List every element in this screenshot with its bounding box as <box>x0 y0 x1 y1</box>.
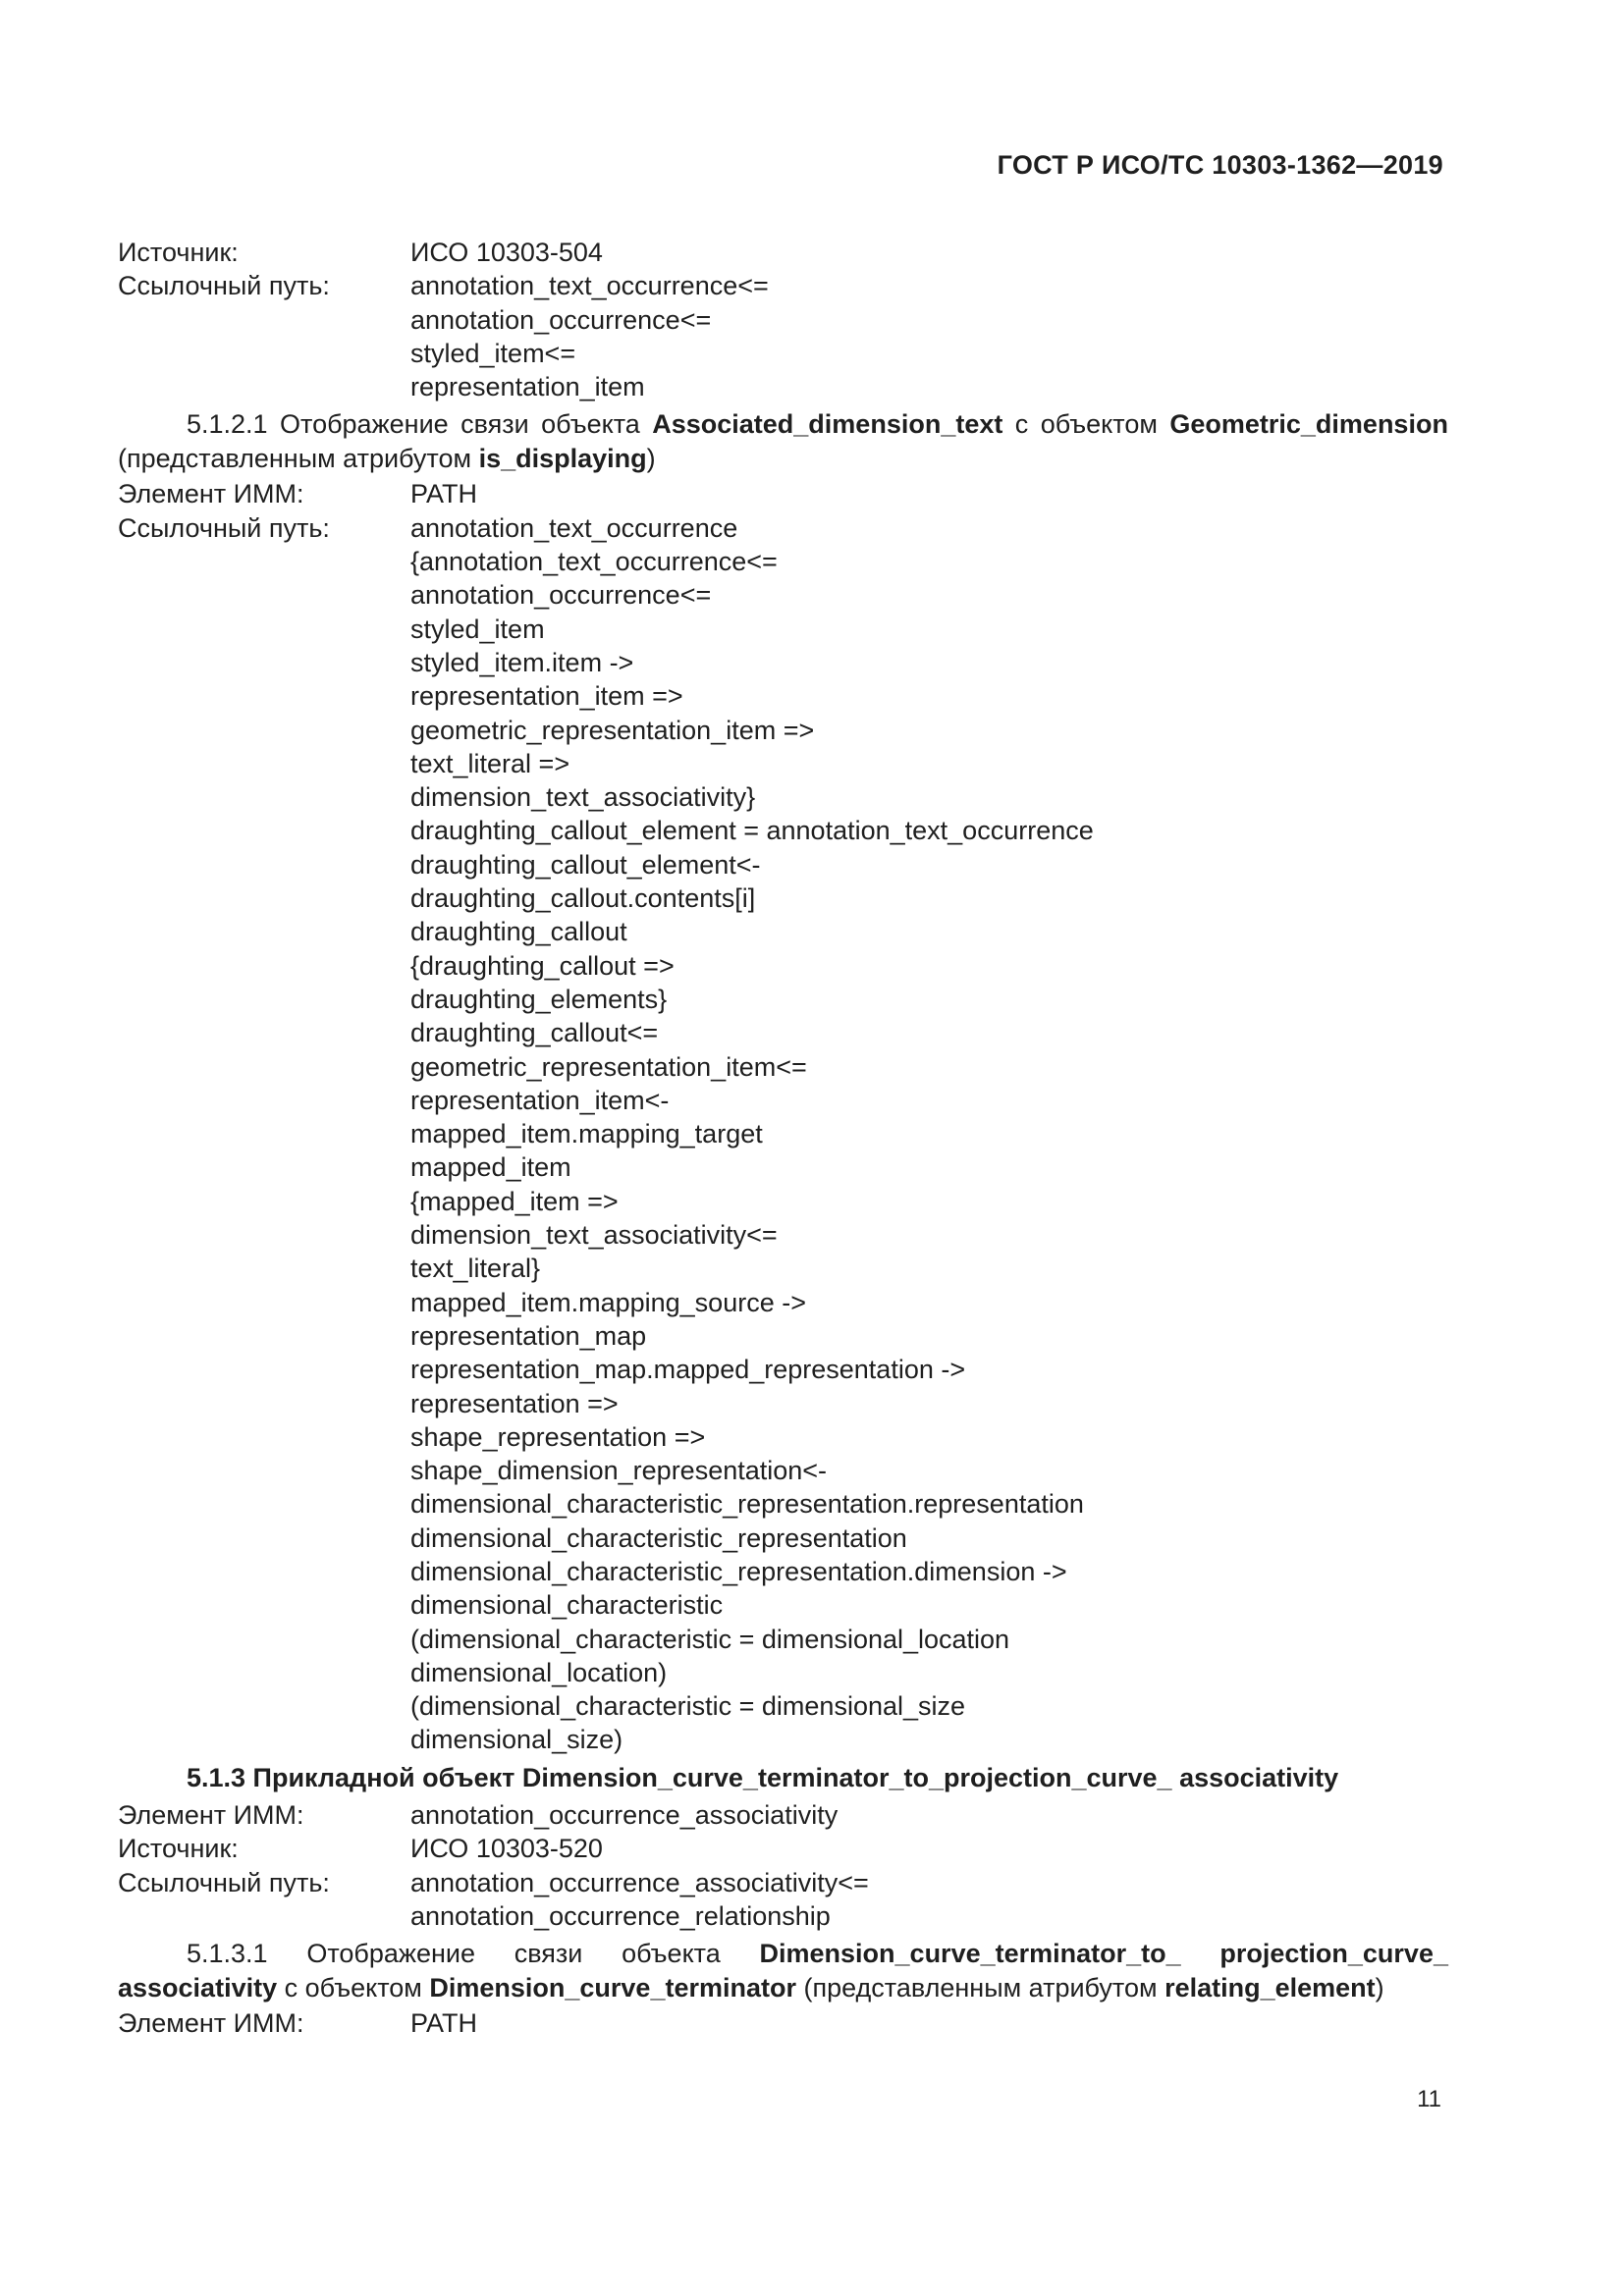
reference-path-line: {annotation_text_occurrence<= <box>410 547 778 577</box>
reference-path-line: geometric_representation_item => <box>410 715 815 745</box>
paragraph-5-1-2-1 <box>118 407 1448 475</box>
reference-path-line: styled_item.item -> <box>410 647 634 677</box>
object-name: Geometric_dimension <box>1169 409 1448 440</box>
source-row <box>118 236 1448 269</box>
page-number: 11 <box>1417 2086 1441 2112</box>
element-value: annotation_occurrence_associativity <box>410 1800 839 1831</box>
reference-path-line: annotation_text_occurrence<= <box>410 271 769 301</box>
paragraph-text: Отображение связи объекта <box>280 409 640 440</box>
reference-path-line: annotation_text_occurrence <box>410 512 738 543</box>
reference-path-row <box>118 269 1448 403</box>
standard-code-header: ГОСТ Р ИСО/ТС 10303-1362—2019 <box>997 150 1443 180</box>
reference-path-line: mapped_item.mapping_target <box>410 1119 763 1149</box>
reference-path-line: mapped_item <box>410 1152 571 1183</box>
object-name: Dimension_curve_terminator_to_ projection_curve_ associativity <box>118 1939 1448 2002</box>
reference-path-line: draughting_callout.contents[i] <box>410 883 756 914</box>
element-row <box>118 2006 1448 2040</box>
paragraph-text: с объектом <box>284 1972 422 2002</box>
paragraph-text: (представленным атрибутом <box>118 443 472 473</box>
page-content <box>118 236 1448 2041</box>
reference-path-line: (dimensional_characteristic = dimensional_size <box>410 1691 966 1722</box>
reference-path-line: representation_map.mapped_representation -> <box>410 1355 966 1385</box>
reference-path-line: shape_representation => <box>410 1421 706 1452</box>
reference-path-line: annotation_occurrence<= <box>410 304 712 335</box>
reference-path-line: representation_item<- <box>410 1085 670 1115</box>
reference-path-label: Ссылочный путь: <box>118 512 330 543</box>
element-value: PATH <box>410 2008 478 2039</box>
source-value: ИСО 10303-504 <box>410 238 603 267</box>
paragraph-text: (представленным атрибутом <box>803 1972 1158 2002</box>
reference-path-line: draughting_callout_element = annotation_text_occurrence <box>410 816 1094 846</box>
reference-path-line: annotation_occurrence_relationship <box>410 1900 831 1931</box>
element-label: Элемент ИММ: <box>118 479 304 509</box>
reference-path-line: representation_item <box>410 372 645 402</box>
paragraph-text: с объектом <box>1014 409 1158 440</box>
source-label: Источник: <box>118 1834 239 1864</box>
object-name: Dimension_curve_terminator <box>429 1972 796 2002</box>
reference-path-line: text_literal} <box>410 1254 541 1284</box>
reference-path-line: annotation_occurrence<= <box>410 580 712 611</box>
paragraph-5-1-3-1 <box>118 1937 1448 2004</box>
reference-path-line: styled_item<= <box>410 338 576 368</box>
reference-path-line: dimension_text_associativity} <box>410 782 756 813</box>
reference-path-line: representation_item => <box>410 681 683 712</box>
reference-path-line: draughting_callout_element<- <box>410 849 761 880</box>
reference-path-line: draughting_callout <box>410 917 627 947</box>
reference-path-lines <box>410 1866 1448 1934</box>
reference-path-line: mapped_item.mapping_source -> <box>410 1287 806 1317</box>
element-label: Элемент ИММ: <box>118 2008 304 2039</box>
reference-path-line: dimensional_characteristic_representation.dimension -> <box>410 1556 1067 1586</box>
source-label: Источник: <box>118 238 239 267</box>
source-row <box>118 1832 1448 1865</box>
reference-path-line: dimensional_location) <box>410 1657 668 1687</box>
reference-path-lines <box>410 269 1448 403</box>
reference-path-line: dimensional_size) <box>410 1725 623 1755</box>
reference-path-line: representation_map <box>410 1320 647 1351</box>
reference-path-row <box>118 511 1448 1757</box>
reference-path-label: Ссылочный путь: <box>118 271 330 301</box>
element-label: Элемент ИММ: <box>118 1800 304 1831</box>
source-value: ИСО 10303-520 <box>410 1834 603 1864</box>
reference-path-line: (dimensional_characteristic = dimensional_location <box>410 1624 1010 1654</box>
reference-path-row <box>118 1866 1448 1934</box>
reference-path-line: draughting_callout<= <box>410 1018 659 1048</box>
reference-path-line: dimension_text_associativity<= <box>410 1220 778 1251</box>
paragraph-number: 5.1.2.1 <box>187 409 268 440</box>
paragraph-text: ) <box>646 443 656 473</box>
reference-path-line: text_literal => <box>410 748 570 778</box>
reference-path-line: dimensional_characteristic <box>410 1590 724 1621</box>
reference-path-line: shape_dimension_representation<- <box>410 1456 828 1486</box>
section-heading-5-1-3: 5.1.3 Прикладной объект Dimension_curve_terminator_to_projection_curve_ associativity <box>187 1762 1339 1792</box>
paragraph-text: ) <box>1375 1972 1384 2002</box>
reference-path-line: styled_item <box>410 614 545 644</box>
reference-path-lines <box>410 511 1448 1757</box>
attribute-name: relating_element <box>1164 1972 1376 2002</box>
attribute-name: is_displaying <box>478 443 647 473</box>
reference-path-line: {draughting_callout => <box>410 950 675 981</box>
reference-path-line: representation => <box>410 1388 619 1418</box>
reference-path-line: draughting_elements} <box>410 984 668 1014</box>
reference-path-line: annotation_occurrence_associativity<= <box>410 1867 869 1897</box>
paragraph-number: 5.1.3.1 <box>187 1939 268 1969</box>
element-row <box>118 477 1448 510</box>
reference-path-line: dimensional_characteristic_representation.representation <box>410 1489 1084 1520</box>
reference-path-line: dimensional_characteristic_representation <box>410 1522 907 1553</box>
object-name: Associated_dimension_text <box>652 409 1003 440</box>
paragraph-text: Отображение связи объекта <box>306 1939 721 1969</box>
reference-path-line: {mapped_item => <box>410 1186 619 1216</box>
reference-path-label: Ссылочный путь: <box>118 1867 330 1897</box>
element-row <box>118 1798 1448 1832</box>
reference-path-line: geometric_representation_item<= <box>410 1051 807 1082</box>
element-value: PATH <box>410 479 478 509</box>
